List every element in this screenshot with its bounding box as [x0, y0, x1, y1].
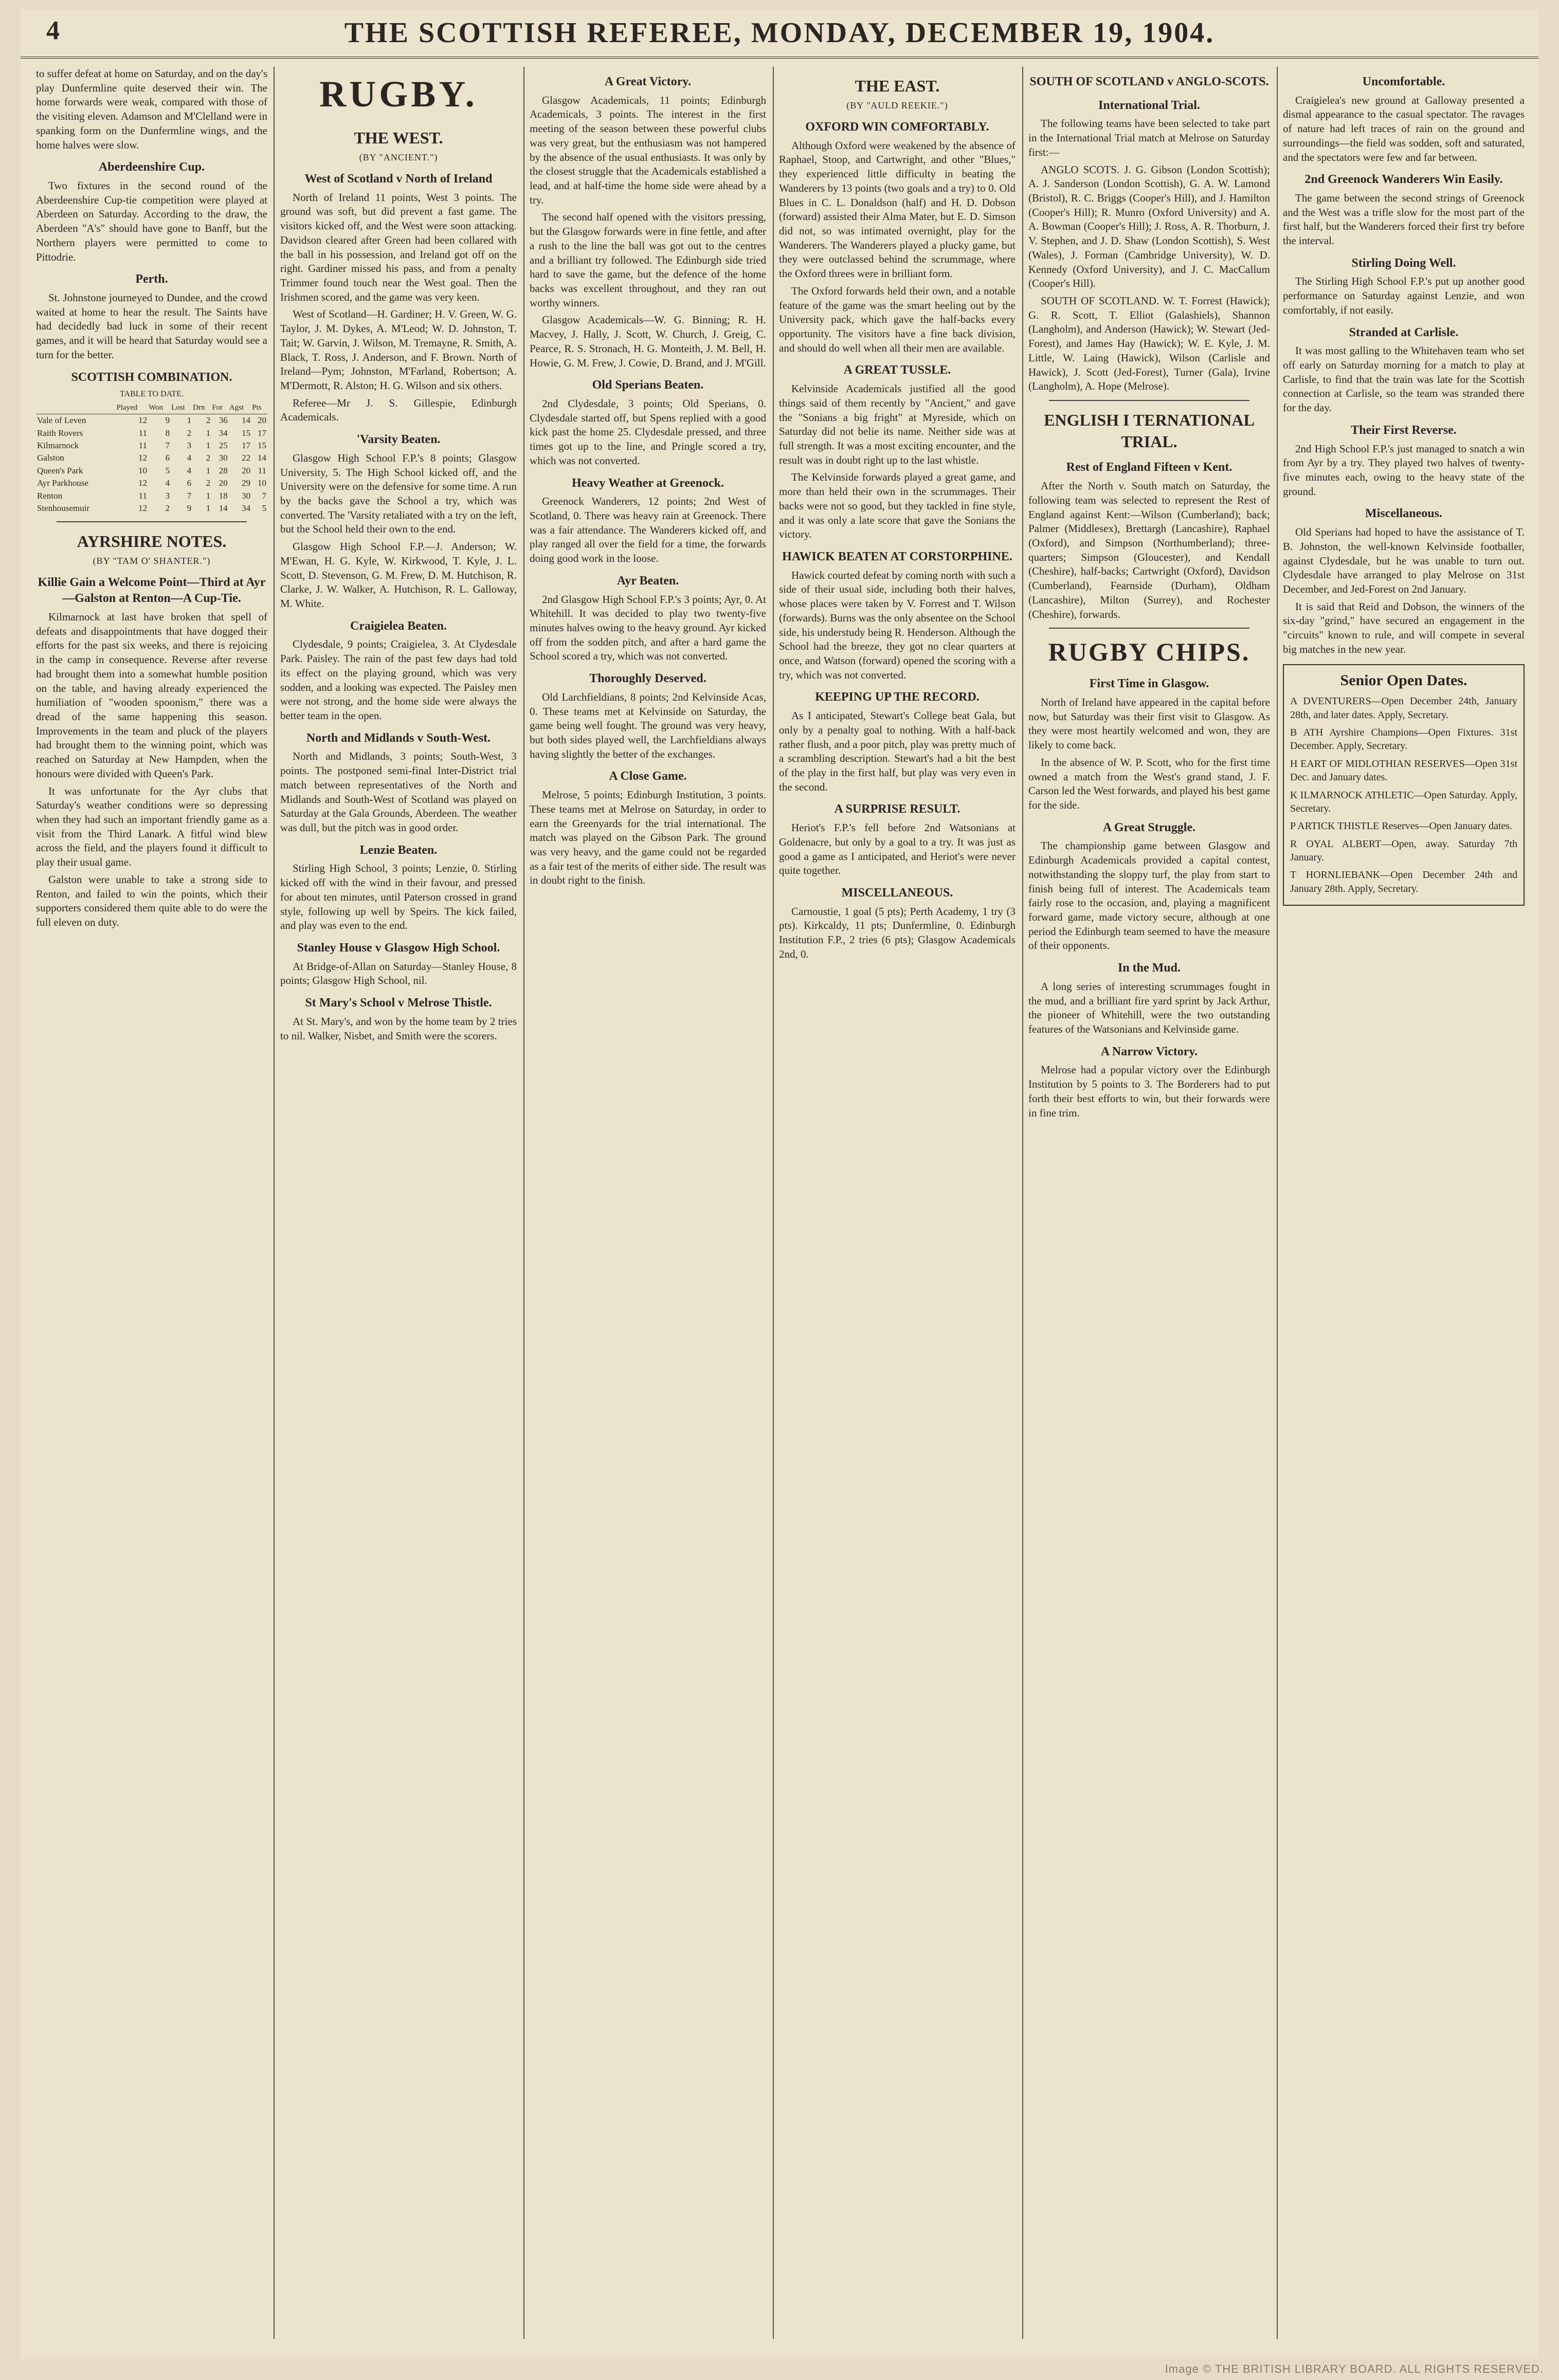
table-cell: 5	[262, 503, 266, 514]
column-1	[36, 67, 267, 2339]
headline-lenzie: Lenzie Beaten.	[359, 843, 438, 857]
open-date-entry: H EART OF MIDLOTHIAN RESERVES—Open 31st Dec. and January dates.	[1290, 758, 1517, 783]
table-header-cell: Drn	[192, 402, 211, 414]
league-table	[36, 402, 267, 515]
column-fade	[1283, 2323, 1525, 2339]
headline-victory: A Great Victory.	[604, 75, 692, 88]
table-cell: 1	[206, 465, 211, 475]
table-header-cell: Lost	[171, 402, 192, 414]
table-cell: 18	[219, 490, 228, 501]
headline-match: West of Scotland v North of Ireland	[304, 172, 493, 186]
headline-aberdeenshire: Aberdeenshire Cup.	[98, 160, 205, 174]
table-cell: 15	[258, 441, 266, 451]
table-cell: 28	[219, 465, 228, 475]
headline-hawick: HAWICK BEATEN AT CORSTORPHINE.	[782, 550, 1012, 564]
divider	[1049, 628, 1249, 629]
table-cell: 34	[219, 428, 228, 438]
headline-perth: Perth.	[135, 272, 168, 286]
headline-tussle: A GREAT TUSSLE.	[843, 363, 951, 377]
table-cell: 11	[258, 465, 266, 475]
table-row	[36, 477, 267, 489]
headline-east: THE EAST.	[855, 77, 940, 95]
table-cell: 14	[219, 503, 228, 514]
headline-north: North and Midlands v South-West.	[306, 731, 491, 745]
open-dates-box	[1283, 664, 1525, 906]
table-cell: 7	[262, 490, 266, 501]
open-date-entry: T HORNLIEBANK—Open December 24th and January 28th. Apply, Secretary.	[1290, 869, 1517, 894]
team-list: SOUTH OF SCOTLAND. W. T. Forrest (Hawick); G. R. Scott, T. Elliot (Galashiels), Shannon (Langholm), and Anderson (Hawick); W. Stewart (Jed-Forest), and James Hay (Hawick); W. E. Kyle, J. M. Little, W. Laing (Hawick), Wilson (Carlisle and Hawick), J. Scott (Jed-Forest), Turner (Gala), Irvine (Langholm), A. Hope (Melrose).	[1028, 294, 1270, 393]
table-cell: 11	[138, 428, 148, 438]
headline-mud: In the Mud.	[1117, 961, 1181, 975]
headline-stirling: Stirling Doing Well.	[1351, 256, 1456, 270]
table-cell: 6	[165, 453, 170, 463]
table-row	[36, 414, 267, 427]
table-cell: 12	[138, 415, 148, 426]
table-header-row	[36, 402, 267, 414]
headline-ayr: Ayr Beaten.	[617, 574, 679, 588]
table-cell: 6	[187, 478, 192, 488]
headline-narrow: A Narrow Victory.	[1100, 1045, 1198, 1058]
column-fade	[530, 2323, 766, 2339]
table-cell: 30	[219, 453, 228, 463]
column-rule	[1277, 67, 1278, 2339]
headline-varsity: 'Varsity Beaten.	[356, 433, 441, 447]
table-cell: 4	[165, 478, 170, 488]
column-6	[1283, 67, 1525, 2339]
table-cell: 12	[138, 503, 148, 514]
table-cell: 2	[206, 453, 211, 463]
table-cell: 30	[242, 490, 251, 501]
article-text: The championship game between Glasgow and Edinburgh Academicals provided a capital contest, notwithstanding the sloppy turf, the play from start to finish being full of interest. The Academicals team fairly rose to the occasion, and, playing a magnificent forward game, made victory secure, although at one period the Edinburgh team seemed to have the measure of their opponents.	[1028, 839, 1270, 952]
article-text: The game between the second strings of Greenock and the West was a trifle slow for the most part of the first half, but the Wanderers forced their first try before the interval.	[1283, 191, 1525, 247]
table-body	[36, 414, 267, 515]
column-3	[530, 67, 766, 2339]
table-cell: 10	[138, 465, 148, 475]
open-date-entry: K ILMARNOCK ATHLETIC—Open Saturday. Apply, Secretary.	[1290, 789, 1517, 814]
headline-english-trial: ENGLISH I TERNATIONAL TRIAL.	[1044, 411, 1255, 451]
headline-greenock: 2nd Greenock Wanderers Win Easily.	[1304, 173, 1503, 187]
table-cell: 12	[138, 453, 148, 463]
table-cell: 17	[242, 441, 251, 451]
table-cell: Galston	[37, 453, 64, 463]
table-row	[36, 440, 267, 452]
column-rule	[773, 67, 774, 2339]
open-dates-list	[1290, 694, 1517, 895]
article-text: Kilmarnock at last have broken that spell of defeats and disappointments that have dogged their efforts for the past six weeks, and there is rejoicing in the camp in consequence. Reverse after reverse had brought them into a somewhat humble position on the table, and having already experienced the humiliation of "wooden spoonism," there was a dread of the same happening this season. Improvements in the team and pluck of the players had brought them to the winning point, which was reached on Saturday at New Hampden, when the honours were divided with Queen's Park.	[36, 610, 267, 780]
table-cell: 11	[138, 441, 148, 451]
table-cell: 17	[258, 428, 266, 438]
table-cell: 9	[187, 503, 192, 514]
referee-line: Referee—Mr J. S. Gillespie, Edinburgh Academicals.	[280, 396, 517, 424]
table-header-cell	[36, 402, 116, 414]
article-text: Old Larchfieldians, 8 points; 2nd Kelvinside Acas, 0. These teams met at Kelvinside on Saturday, the game being well fought. The ground was very heavy, but both sides played well, the Larchfieldians always having slightly the better of the exchanges.	[530, 690, 766, 760]
headline-miscellaneous: Miscellaneous.	[1365, 507, 1442, 521]
headline-craigielea: Craigielea Beaten.	[350, 619, 447, 633]
article-text: North of Ireland 11 points, West 3 points. The ground was soft, but did prevent a fast game. The visitors kicked off, and the West were soon attacking. Davidson cleared after Green had been collared with the ball in his possession, and Ireland got off on the right. Gardiner missed his pass, and from a penalty Trimmer found touch near the West goal. Then the Irishmen scored, and the game was very keen.	[280, 191, 517, 303]
column-fade	[779, 2323, 1016, 2339]
team-list: Glasgow Academicals—W. G. Binning; R. H. Macvey, J. Hally, J. Scott, W. Church, J. Greig, C. Pearce, R. S. Stronach, H. G. Monteith, J. M. Bell, H. Howie, G. M. Frew, J. Cowie, D. Brand, and J. M'Gill.	[530, 314, 766, 369]
divider	[1049, 400, 1249, 401]
headline-oxford: OXFORD WIN COMFORTABLY.	[805, 120, 989, 134]
article-text: St. Johnstone journeyed to Dundee, and the crowd waited at home to hear the result. The Saints have had decidedly bad luck in some of their recent games, and it will be heard that Saturday would see a turn for the better.	[36, 291, 267, 361]
byline: (BY "TAM O' SHANTER.")	[93, 555, 211, 566]
section-title-chips: RUGBY CHIPS.	[1048, 637, 1250, 667]
table-cell: Kilmarnock	[37, 441, 79, 451]
open-date-entry: A DVENTURERS—Open December 24th, January 28th, and later dates. Apply, Secretary.	[1290, 695, 1517, 721]
team-list: West of Scotland—H. Gardiner; H. V. Green, W. G. Taylor, J. M. Dykes, A. M'Leod; W. D. Johnston, T. Tait; W. Garvin, J. Wilson, M. Tremayne, R. Smith, A. Black, T. Ross, J. Anderson, and F. Brown. North of Ireland—Pym; Johnston, M'Farland, Robertson; A. M'Dermott, R. Alston; H. G. Wilson and six others.	[280, 308, 517, 392]
table-cell: 20	[242, 465, 251, 475]
column-fade	[36, 2323, 267, 2339]
article-text: It is said that Reid and Dobson, the winners of the six-day "grind," have secured an engagement in the "circuits" known to rule, and will compete in several big matches in the new year.	[1283, 600, 1525, 655]
table-cell: Stenhousemuir	[37, 503, 89, 514]
table-cell: 12	[138, 478, 148, 488]
article-text: The following teams have been selected to take part in the International Trial match at Melrose on Saturday first:—	[1028, 117, 1270, 158]
article-text: The Oxford forwards held their own, and a notable feature of the game was the smart heeling out by the University pack, which gave the half-backs every opportunity. The visitors have a fine back division, and should do well when all their men are available.	[779, 284, 1016, 354]
article-text: The Kelvinside forwards played a great game, and more than held their own in the scrummages. Their backs were not so good, but they tackled in fine style, and it was only a late score that gave the Sonians the victory.	[779, 471, 1016, 541]
article-text: Glasgow Academicals, 11 points; Edinburgh Academicals, 3 points. The interest in the first meeting of the season between these powerful clubs was very great, but the enthusiasm was not hampered by the absence of the usual enthusiasts. It was only by the closest struggle that the Academicals established a lead, and at half-time the home side were ahead by a try.	[530, 94, 766, 206]
table-cell: 22	[242, 453, 251, 463]
column-rule	[1022, 67, 1023, 2339]
table-header-cell: Won	[148, 402, 171, 414]
table-cell: 1	[206, 428, 211, 438]
divider	[57, 521, 247, 522]
table-cell: 34	[242, 503, 251, 514]
headline-rest: Rest of England Fifteen v Kent.	[1066, 461, 1232, 474]
table-cell: 3	[165, 490, 170, 501]
article-text: It was unfortunate for the Ayr clubs that Saturday's weather conditions were so depressing when they had such an important friendly game as a visit from the Third Lanark. A fitful wind blew across the field, and the players found it difficult to play their usual game.	[36, 784, 267, 869]
article-text: The Stirling High School F.P.'s put up another good performance on Saturday against Lenzie, and won comfortably, if not easily.	[1283, 275, 1525, 316]
article-text: 2nd Clydesdale, 3 points; Old Sperians, 0. Clydesdale started off, but Spens replied with a good kick past the home 25. Clydesdale pressed, and three times got up to the line, and Pringle scored a try, which was not converted.	[530, 397, 766, 467]
table-header-cell: Agst	[229, 402, 251, 414]
table-cell: 4	[187, 453, 192, 463]
column-fade	[280, 2323, 517, 2339]
article-text: The second half opened with the visitors pressing, but the Glasgow forwards were in fine fettle, and after a rush to the line the ball was got out to the centres and a brilliant try followed. The Edinburgh side tried hard to save the game, but the defence of the home backs was excellent throughout, and they ran out worthy winners.	[530, 211, 766, 309]
headline-uncomfortable: Uncomfortable.	[1362, 75, 1445, 88]
headline-reverse: Their First Reverse.	[1351, 423, 1457, 437]
table-cell: 15	[242, 428, 251, 438]
open-date-entry: R OYAL ALBERT—Open, away. Saturday 7th January.	[1290, 838, 1517, 864]
table-cell: 36	[219, 415, 228, 426]
headline-trial: International Trial.	[1098, 98, 1200, 112]
section-title-rugby: RUGBY.	[319, 74, 478, 115]
headline-ayrshire: AYRSHIRE NOTES.	[77, 532, 227, 551]
article-text: North and Midlands, 3 points; South-West, 3 points. The postponed semi-final Inter-District trial match between representatives of the North and Midlands and South-West of Scotland was played on Saturday at the Gala Grounds, Aberdeen. The weather was dull, but the pitch was in good order.	[280, 750, 517, 834]
table-row	[36, 465, 267, 477]
column-fade	[1028, 2323, 1270, 2339]
table-cell: 2	[187, 428, 192, 438]
column-rule	[523, 67, 524, 2339]
table-cell: Ayr Parkhouse	[37, 478, 88, 488]
article-text: Although Oxford were weakened by the absence of Raphael, Stoop, and Cartwright, and other "Blues," they experienced little difficulty in beating the Wanderers by 13 points (two goals and a try) to 0. Old Blues in C. L. Donaldson (half) and H. D. Dobson (forward) assisted their Alma Mater, but E. D. Simson did not, so was intimated overnight, play for the Wanderers. The Wanderers played a plucky game, but they were outclassed behind the scrummage, where the Oxford threes were in brilliant form.	[779, 139, 1016, 280]
headline-old-sperians: Old Sperians Beaten.	[592, 378, 704, 392]
article-text: North of Ireland have appeared in the capital before now, but Saturday was their first visit to Glasgow. As they were most heartily welcomed and won, they are likely to come back.	[1028, 696, 1270, 752]
headline-keeping: KEEPING UP THE RECORD.	[815, 690, 980, 704]
headline-surprise: A SURPRISE RESULT.	[834, 802, 960, 816]
table-header-cell: Played	[116, 402, 148, 414]
table-cell: 1	[206, 441, 211, 451]
article-text: Hawick courted defeat by coming north with such a side of their usual side, including both their halves, whose places were taken by V. Forrest and T. Wilson (forwards). Burns was the only absentee on the School side, his understudy being R. Henderson. Although the School had the breeze, they got no clear quarters at once, and Watson (forward) opened the scoring with a try, which was not converted.	[779, 569, 1016, 681]
masthead	[21, 15, 1538, 59]
table-cell: 2	[206, 478, 211, 488]
column-4	[779, 67, 1016, 2339]
article-text: Heriot's F.P.'s fell before 2nd Watsonians at Goldenacre, but only by a goal to a try. It was just as good a game as I anticipated, and Heriot's were never quite together.	[779, 821, 1016, 877]
headline-heavy-weather: Heavy Weather at Greenock.	[572, 476, 724, 490]
team-list: ANGLO SCOTS. J. G. Gibson (London Scottish); A. J. Sanderson (London Scottish), G. A. W. Lamond (Bristol), R. C. Briggs (Cooper's Hill), and J. Hamilton (Cooper's Hill); R. Munro (Oxford University) and A. A. Bowman (Cooper's Hill); J. Ross, A. R. Thorburn, J. V. Stephen, and J. D. Shaw (London Scottish), S. West (Wales), J. Forman (Cambridge University), W. D. Kennedy (Oxford University), and J. C. MacCallum (Cooper's Hill).	[1028, 163, 1270, 290]
headline-south-anglo: SOUTH OF SCOTLAND v ANGLO-SCOTS.	[1029, 75, 1269, 88]
masthead-title: THE SCOTTISH REFEREE, MONDAY, DECEMBER 19, 1904.	[344, 17, 1215, 49]
table-cell: 4	[187, 465, 192, 475]
headline-combination: SCOTTISH COMBINATION.	[71, 370, 232, 384]
table-cell: 7	[187, 490, 192, 501]
table-cell: 2	[206, 415, 211, 426]
article-text: Greenock Wanderers, 12 points; 2nd West of Scotland, 0. There was heavy rain at Greenock. There was a fair attendance. The Wanderers kicked off, and play ranged all over the field for a time, the forwards doing good work in the loose.	[530, 495, 766, 565]
open-date-entry: P ARTICK THISTLE Reserves—Open January dates.	[1290, 820, 1513, 832]
article-text: Clydesdale, 9 points; Craigielea, 3. At Clydesdale Park. Paisley. The rain of the past few days had told its effect on the playing ground, which was very sodden, and a looking was expected. The Paisley men were not strong, and the home side were always the better team in the open.	[280, 638, 517, 722]
article-text: Melrose had a popular victory over the Edinburgh Institution by 5 points to 3. The Borderers had to put forth their best efforts to win, but their forwards were in fine trim.	[1028, 1064, 1270, 1119]
byline: (BY "ANCIENT.")	[359, 152, 438, 163]
article-text: Old Sperians had hoped to have the assistance of T. B. Johnston, the well-known Kelvinside footballer, against Clydesdale, but he was unable to turn out. Clydesdale have arranged to play Melrose on 31st December, and Jed-Forest on 2nd January.	[1283, 526, 1525, 595]
table-cell: 2	[165, 503, 170, 514]
headline-misc: MISCELLANEOUS.	[841, 886, 953, 900]
article-text: Craigielea's new ground at Galloway presented a dismal appearance to the casual spectator. The ravages of nature had left traces of rain on the ground and surroundings—the field was sodden, soft and saturated, and the spectators were few and far between.	[1283, 94, 1525, 163]
article-text: Two fixtures in the second round of the Aberdeenshire Cup-tie competition were played at Aberdeen on Saturday. According to the draw, the Aberdeen "A's" should have gone to Banff, but the Northern players were permitted to come to Pittodrie.	[36, 179, 267, 263]
headline-senior-open-dates: Senior Open Dates.	[1340, 671, 1467, 689]
byline: (BY "AULD REEKIE.")	[846, 100, 948, 111]
team-list: Glasgow High School F.P.—J. Anderson; W. M'Ewan, H. G. Kyle, W. Kirkwood, T. Kyle, J. L. Scott, D. Stevenson, G. M. Frew, D. M. Hutchison, R. Clarke, J. W. Walker, A. Hutchison, R. L. Galloway, M. White.	[280, 540, 517, 610]
article-text: Galston were unable to take a strong side to Renton, and failed to win the points, which their supporters considered them quite able to do were the full eleven on duty.	[36, 873, 267, 929]
article-text: Stirling High School, 3 points; Lenzie, 0. Stirling kicked off with the wind in their favour, and pressed for about ten minutes, until Paterson crossed in grand style, following up well by Speirs. The kick failed, and play was even to the end.	[280, 862, 517, 932]
table-cell: 20	[258, 415, 266, 426]
table-caption: TABLE TO DATE.	[120, 390, 184, 399]
table-cell: 25	[219, 441, 228, 451]
table-cell: Raith Rovers	[37, 428, 83, 438]
article-text: Kelvinside Academicals justified all the good things said of them recently by "Ancient," and gave the "Sonians a big fright" at Myreside, which on Saturday did not belie its name. Neither side was at full strength. It was a most exciting encounter, and the result was in doubt right up to the last whistle.	[779, 382, 1016, 466]
table-row	[36, 502, 267, 515]
newspaper-page	[21, 10, 1538, 2359]
table-row	[36, 427, 267, 440]
article-text: Glasgow High School F.P.'s 8 points; Glasgow University, 5. The High School kicked off, and the University were on the defensive for some time. A run by the backs gave the School a try, which was converted. The 'Varsity retaliated with a try on the left, but the School held their own to the end.	[280, 451, 517, 536]
table-cell: 1	[206, 490, 211, 501]
headline-west: THE WEST.	[354, 129, 443, 148]
table-row	[36, 452, 267, 464]
table-cell: 7	[165, 441, 170, 451]
article-text: It was most galling to the Whitehaven team who set off early on Saturday morning for a match to play at Carlisle, to find that the train was late for the Scottish connection at Carlisle, so the team was stranded there for the day.	[1283, 344, 1525, 414]
table-cell: 9	[165, 415, 170, 426]
article-text: At Bridge-of-Allan on Saturday—Stanley House, 8 points; Glasgow High School, nil.	[280, 960, 517, 987]
table-header-cell: Pts	[251, 402, 267, 414]
table-cell: Queen's Park	[37, 465, 83, 475]
table-cell: 14	[258, 453, 266, 463]
article-text: At St. Mary's, and won by the home team by 2 tries to nil. Walker, Nisbet, and Smith were the scorers.	[280, 1015, 517, 1042]
article-text: 2nd High School F.P.'s just managed to snatch a win from Ayr by a try. They played two halves of twenty-five minutes each, owing to the heavy state of the ground.	[1283, 442, 1525, 498]
table-row	[36, 490, 267, 502]
article-text: to suffer defeat at home on Saturday, and on the day's play Dunfermline quite deserved their win. The home forwards were weak, compared with those of the visiting eleven. Adamson and M'Clelland were in spanking form on the Dunfermline wings, and the home halves were slow.	[36, 67, 267, 151]
table-cell: 29	[242, 478, 251, 488]
article-text: In the absence of W. P. Scott, who for the first time owned a match from the West's grand stand, J. F. Carson led the West forwards, and played his best game for the side.	[1028, 756, 1270, 812]
table-cell: 20	[219, 478, 228, 488]
table-cell: Renton	[37, 490, 63, 501]
table-cell: 1	[187, 415, 192, 426]
table-header-cell: For	[211, 402, 228, 414]
page-number: 4	[46, 16, 60, 45]
headline-stranded: Stranded at Carlisle.	[1349, 325, 1459, 339]
subheadline: Killie Gain a Welcome Point—Third at Ayr—Galston at Renton—A Cup-Tie.	[38, 575, 266, 606]
article-text: As I anticipated, Stewart's College beat Gala, but only by a penalty goal to nothing. With a half-back rather flush, and a poor pitch, play was pretty much of a scrambling description. Stewart's had a bit the best of the play in the first half, but play was very even in the second.	[779, 709, 1016, 793]
table-cell: 1	[206, 503, 211, 514]
article-text: A long series of interesting scrummages fought in the mud, and a brilliant fire yard sprint by Jack Arthur, the pioneer of Whitehill, were the two outstanding features of the Watsonians and Kelvinside game.	[1028, 980, 1270, 1035]
article-text: Carnoustie, 1 goal (5 pts); Perth Academy, 1 try (3 pts). Kirkcaldy, 11 pts; Dunfermline, 0. Edinburgh Institution F.P., 2 tries (6 pts); Glasgow Academicals 2nd, 0.	[779, 905, 1016, 960]
image-credit: Image © THE BRITISH LIBRARY BOARD. ALL RIGHTS RESERVED.	[1165, 2363, 1544, 2375]
table-cell: 10	[258, 478, 266, 488]
article-text: Melrose, 5 points; Edinburgh Institution, 3 points. These teams met at Melrose on Saturday, in order to earn the Greenyards for the trial international. The match was played on the Gibson Park. The ground was very heavy, and the game could not be regarded as a fair test of the merits of either side. The result was in doubt right to the finish.	[530, 789, 766, 887]
headline-stmarys: St Mary's School v Melrose Thistle.	[305, 996, 492, 1010]
headline-stanley: Stanley House v Glasgow High School.	[297, 941, 500, 955]
table-cell: 14	[242, 415, 251, 426]
headline-thoroughly: Thoroughly Deserved.	[589, 672, 706, 686]
column-5	[1028, 67, 1270, 2339]
table-cell: 11	[138, 490, 148, 501]
article-text: 2nd Glasgow High School F.P.'s 3 points; Ayr, 0. At Whitehill. It was decided to play two twenty-five minutes halves owing to the heavy ground. Ayr kicked off from the sodden pitch, and after a hard game the School scored a try, which was not converted.	[530, 593, 766, 663]
headline-first: First Time in Glasgow.	[1089, 677, 1209, 691]
table-cell: 3	[187, 441, 192, 451]
open-date-entry: B ATH Ayrshire Champions—Open Fixtures. 31st December. Apply, Secretary.	[1290, 726, 1517, 752]
table-cell: 5	[165, 465, 170, 475]
headline-struggle: A Great Struggle.	[1102, 820, 1196, 834]
article-text: After the North v. South match on Saturday, the following team was selected to represent the Rest of England against Kent:—Wilson (Cumberland); back; Palmer (Middlesex), Brettargh (Lancashire), Raphael (Oxford), and Simpson (Northumberland); three-quarters; Simpson (Gloucester), and Kendall (Cheshire), half-backs; Cartwright (Oxford), Davidson (Cumberland), Fearnside (Durham), Oldham (Lancashire), Milton (Surrey), and Rochester (Cheshire), forwards.	[1028, 480, 1270, 620]
headline-close-game: A Close Game.	[609, 770, 687, 783]
table-cell: 8	[165, 428, 170, 438]
column-2	[280, 67, 517, 2339]
column-rule	[274, 67, 275, 2339]
table-cell: Vale of Leven	[37, 415, 86, 426]
